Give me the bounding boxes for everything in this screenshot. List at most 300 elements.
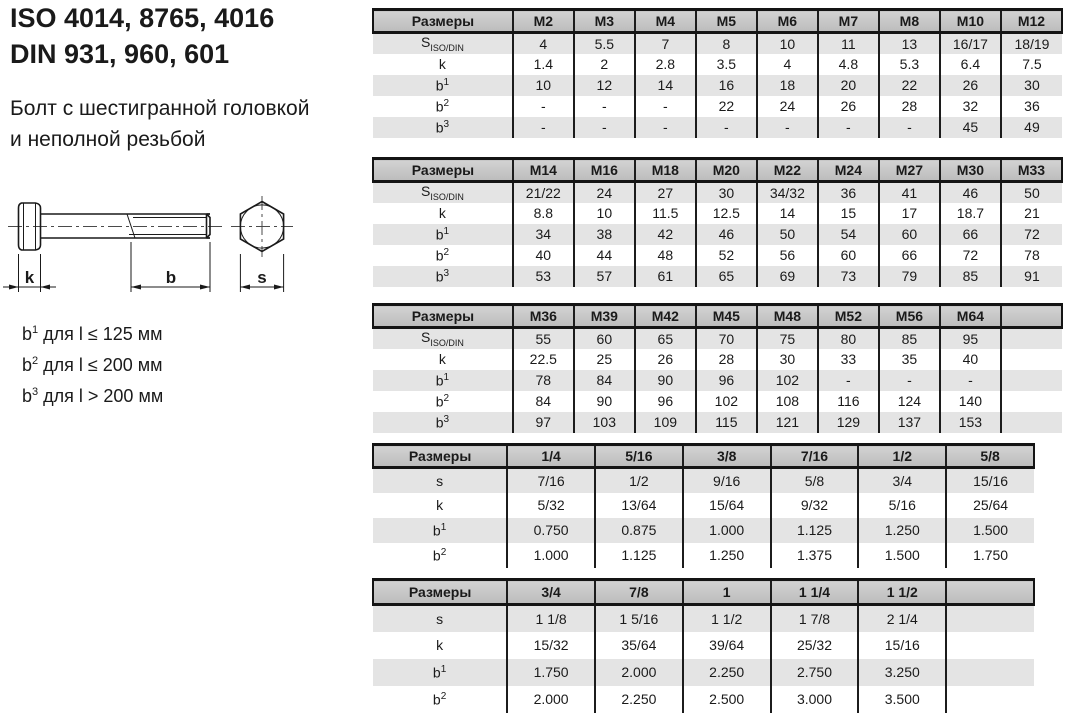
size-table-inch-small xyxy=(372,443,1035,568)
value-cell: 35 xyxy=(879,349,940,370)
value-cell: 4 xyxy=(513,33,574,54)
value-cell: 41 xyxy=(879,182,940,203)
value-cell: 18/19 xyxy=(1001,33,1062,54)
column-header xyxy=(946,580,1034,605)
value-cell: 22 xyxy=(879,75,940,96)
value-cell: 4 xyxy=(757,54,818,75)
value-cell: 5/8 xyxy=(771,468,859,493)
size-table-inch-large xyxy=(372,578,1035,713)
header-row xyxy=(373,10,1062,33)
table-row xyxy=(373,117,1062,138)
value-cell: 25/32 xyxy=(771,632,859,659)
size-table-m36-m64 xyxy=(372,303,1063,433)
column-header: M4 xyxy=(635,10,696,33)
document-title xyxy=(10,0,274,72)
value-cell xyxy=(946,632,1034,659)
column-header: M36 xyxy=(513,305,574,328)
value-cell: 13 xyxy=(879,33,940,54)
column-header: M39 xyxy=(574,305,635,328)
column-header: 1 xyxy=(683,580,771,605)
column-header: M56 xyxy=(879,305,940,328)
value-cell: 40 xyxy=(940,349,1001,370)
footnote-b3: $b^3$ для l > 200 мм xyxy=(22,386,164,406)
value-cell: 84 xyxy=(574,370,635,391)
column-header: M45 xyxy=(696,305,757,328)
value-cell: 46 xyxy=(940,182,1001,203)
value-cell: 5/32 xyxy=(507,493,595,518)
value-cell: 1 7/8 xyxy=(771,605,859,632)
table-row xyxy=(373,266,1062,287)
column-header: 5/16 xyxy=(595,445,683,468)
value-cell: 52 xyxy=(696,245,757,266)
value-cell: - xyxy=(513,117,574,138)
value-cell: 18.7 xyxy=(940,203,1001,224)
value-cell: 2.000 xyxy=(595,659,683,686)
column-header: 7/8 xyxy=(595,580,683,605)
value-cell: 65 xyxy=(635,328,696,349)
row-label: s xyxy=(436,610,444,627)
value-cell: - xyxy=(635,96,696,117)
value-cell: 33 xyxy=(818,349,879,370)
value-cell: 5.5 xyxy=(574,33,635,54)
value-cell: 26 xyxy=(635,349,696,370)
value-cell: 15 xyxy=(818,203,879,224)
value-cell: 30 xyxy=(1001,75,1062,96)
value-cell: 3.5 xyxy=(696,54,757,75)
value-cell: 11 xyxy=(818,33,879,54)
value-cell xyxy=(946,686,1034,713)
value-cell: 5.3 xyxy=(879,54,940,75)
title-iso: ISO 4014, 8765, 4016 xyxy=(10,3,275,33)
column-header: 3/4 xyxy=(507,580,595,605)
value-cell: 36 xyxy=(818,182,879,203)
header-row xyxy=(373,159,1062,182)
column-header: 5/8 xyxy=(946,445,1034,468)
size-table-m2-m12 xyxy=(372,8,1063,138)
table-row xyxy=(373,33,1062,54)
table-row xyxy=(373,328,1062,349)
column-header: M30 xyxy=(940,159,1001,182)
value-cell: 102 xyxy=(696,391,757,412)
value-cell: 1.750 xyxy=(946,543,1034,568)
value-cell: 2.250 xyxy=(683,659,771,686)
value-cell: 108 xyxy=(757,391,818,412)
column-header: M64 xyxy=(940,305,1001,328)
row-label: k xyxy=(436,637,444,653)
value-cell: 27 xyxy=(635,182,696,203)
table-row xyxy=(373,412,1062,433)
value-cell: 61 xyxy=(635,266,696,287)
value-cell: 16/17 xyxy=(940,33,1001,54)
column-header: Размеры xyxy=(373,580,507,605)
value-cell: 18 xyxy=(757,75,818,96)
value-cell: 103 xyxy=(574,412,635,433)
value-cell: 78 xyxy=(1001,245,1062,266)
value-cell: 1.125 xyxy=(771,518,859,543)
row-label: $b^2$ xyxy=(435,97,450,115)
value-cell: 20 xyxy=(818,75,879,96)
value-cell: 57 xyxy=(574,266,635,287)
value-cell: 17 xyxy=(879,203,940,224)
value-cell: - xyxy=(513,96,574,117)
value-cell: 2 xyxy=(574,54,635,75)
row-label: $b^3$ xyxy=(435,267,450,285)
value-cell: 42 xyxy=(635,224,696,245)
row-label: $S_{ISO/DIN}$ xyxy=(420,34,464,54)
row-label: k xyxy=(438,56,446,72)
value-cell: 38 xyxy=(574,224,635,245)
table-row xyxy=(373,370,1062,391)
value-cell: 65 xyxy=(696,266,757,287)
value-cell: 56 xyxy=(757,245,818,266)
value-cell xyxy=(946,659,1034,686)
value-cell: 12 xyxy=(574,75,635,96)
value-cell: 34/32 xyxy=(757,182,818,203)
value-cell: 69 xyxy=(757,266,818,287)
value-cell: 25 xyxy=(574,349,635,370)
value-cell: 1 1/8 xyxy=(507,605,595,632)
value-cell xyxy=(1001,349,1062,370)
table-row xyxy=(373,605,1034,632)
column-header: M14 xyxy=(513,159,574,182)
table-row xyxy=(373,686,1034,713)
value-cell: - xyxy=(574,96,635,117)
column-header: 7/16 xyxy=(771,445,859,468)
value-cell: 39/64 xyxy=(683,632,771,659)
table-row xyxy=(373,391,1062,412)
value-cell xyxy=(1001,370,1062,391)
row-label: $b^3$ xyxy=(435,118,450,136)
value-cell: 28 xyxy=(696,349,757,370)
table-row xyxy=(373,543,1034,568)
footnotes xyxy=(22,317,163,410)
value-cell: 1.000 xyxy=(507,543,595,568)
value-cell: 1.4 xyxy=(513,54,574,75)
value-cell: 66 xyxy=(879,245,940,266)
value-cell: 1.375 xyxy=(771,543,859,568)
value-cell: 60 xyxy=(818,245,879,266)
value-cell: 28 xyxy=(879,96,940,117)
column-header: M16 xyxy=(574,159,635,182)
value-cell: 60 xyxy=(879,224,940,245)
value-cell: 14 xyxy=(635,75,696,96)
value-cell: 3.500 xyxy=(858,686,946,713)
row-label: $S_{ISO/DIN}$ xyxy=(420,329,464,349)
value-cell: 2.250 xyxy=(595,686,683,713)
column-header: M33 xyxy=(1001,159,1062,182)
table-row xyxy=(373,224,1062,245)
value-cell: 1.250 xyxy=(683,543,771,568)
value-cell: 50 xyxy=(1001,182,1062,203)
value-cell: - xyxy=(940,370,1001,391)
value-cell: 129 xyxy=(818,412,879,433)
column-header: M2 xyxy=(513,10,574,33)
bolt-technical-drawing xyxy=(0,188,310,308)
dim-label-b: b xyxy=(165,268,177,287)
row-label: $b^2$ xyxy=(435,246,450,264)
value-cell: 70 xyxy=(696,328,757,349)
column-header: M12 xyxy=(1001,10,1062,33)
value-cell: 15/16 xyxy=(858,632,946,659)
header-row xyxy=(373,445,1034,468)
value-cell: 15/32 xyxy=(507,632,595,659)
value-cell: 11.5 xyxy=(635,203,696,224)
bolt-end-view xyxy=(231,196,293,257)
value-cell: 78 xyxy=(513,370,574,391)
value-cell: 21/22 xyxy=(513,182,574,203)
value-cell: 109 xyxy=(635,412,696,433)
value-cell: 10 xyxy=(513,75,574,96)
value-cell: 90 xyxy=(574,391,635,412)
value-cell: 1.000 xyxy=(683,518,771,543)
dimension-s xyxy=(240,254,283,292)
value-cell: 66 xyxy=(940,224,1001,245)
value-cell: 9/16 xyxy=(683,468,771,493)
value-cell: 14 xyxy=(757,203,818,224)
column-header: Размеры xyxy=(373,305,513,328)
column-header: M5 xyxy=(696,10,757,33)
row-label: s xyxy=(436,472,444,489)
value-cell: - xyxy=(818,117,879,138)
table-row xyxy=(373,96,1062,117)
row-label: $b^1$ xyxy=(435,371,450,389)
value-cell: 49 xyxy=(1001,117,1062,138)
value-cell: 6.4 xyxy=(940,54,1001,75)
footnote-b1: $b^1$ для l ≤ 125 мм xyxy=(22,324,163,344)
value-cell: 50 xyxy=(757,224,818,245)
value-cell: 55 xyxy=(513,328,574,349)
value-cell: 72 xyxy=(940,245,1001,266)
value-cell: 44 xyxy=(574,245,635,266)
value-cell: 10 xyxy=(574,203,635,224)
value-cell: 40 xyxy=(513,245,574,266)
column-header: M22 xyxy=(757,159,818,182)
value-cell: 30 xyxy=(757,349,818,370)
table-row xyxy=(373,203,1062,224)
value-cell: 10 xyxy=(757,33,818,54)
value-cell: 96 xyxy=(635,391,696,412)
value-cell: 16 xyxy=(696,75,757,96)
table-row xyxy=(373,659,1034,686)
value-cell: 9/32 xyxy=(771,493,859,518)
value-cell: 3/4 xyxy=(858,468,946,493)
row-label: $b^2$ xyxy=(435,392,450,410)
value-cell: 34 xyxy=(513,224,574,245)
value-cell: 2.000 xyxy=(507,686,595,713)
value-cell: 26 xyxy=(818,96,879,117)
header-row xyxy=(373,580,1034,605)
row-label: $b^3$ xyxy=(435,413,450,431)
dim-label-s: s xyxy=(257,268,267,287)
value-cell: 115 xyxy=(696,412,757,433)
column-header: M52 xyxy=(818,305,879,328)
column-header: 1 1/4 xyxy=(771,580,859,605)
title-din: DIN 931, 960, 601 xyxy=(10,39,230,69)
column-header: Размеры xyxy=(373,445,507,468)
column-header: 1/2 xyxy=(858,445,946,468)
value-cell: 36 xyxy=(1001,96,1062,117)
column-header: 1 1/2 xyxy=(858,580,946,605)
value-cell: 21 xyxy=(1001,203,1062,224)
value-cell: 1.750 xyxy=(507,659,595,686)
value-cell: 90 xyxy=(635,370,696,391)
value-cell: 91 xyxy=(1001,266,1062,287)
value-cell: - xyxy=(635,117,696,138)
column-header: M20 xyxy=(696,159,757,182)
column-header xyxy=(1001,305,1062,328)
size-table-m14-m33 xyxy=(372,157,1063,287)
value-cell: 140 xyxy=(940,391,1001,412)
table-row xyxy=(373,245,1062,266)
value-cell: 0.875 xyxy=(595,518,683,543)
value-cell: 54 xyxy=(818,224,879,245)
value-cell: 1.500 xyxy=(858,543,946,568)
value-cell: 1.125 xyxy=(595,543,683,568)
value-cell: 73 xyxy=(818,266,879,287)
row-label: k xyxy=(438,205,446,221)
column-header: M6 xyxy=(757,10,818,33)
row-label: k xyxy=(438,351,446,367)
value-cell: 22 xyxy=(696,96,757,117)
table-row xyxy=(373,632,1034,659)
value-cell xyxy=(1001,391,1062,412)
value-cell: 95 xyxy=(940,328,1001,349)
column-header: M48 xyxy=(757,305,818,328)
value-cell: 8.8 xyxy=(513,203,574,224)
value-cell: 30 xyxy=(696,182,757,203)
value-cell: 7 xyxy=(635,33,696,54)
value-cell: 46 xyxy=(696,224,757,245)
subtitle-line-1: Болт с шестигранной головкой xyxy=(10,97,310,120)
value-cell: 121 xyxy=(757,412,818,433)
value-cell: 2 1/4 xyxy=(858,605,946,632)
value-cell: 3.000 xyxy=(771,686,859,713)
value-cell: 7.5 xyxy=(1001,54,1062,75)
value-cell: 79 xyxy=(879,266,940,287)
table-row xyxy=(373,349,1062,370)
subtitle-line-2: и неполной резьбой xyxy=(10,128,206,151)
value-cell: - xyxy=(818,370,879,391)
bolt-side-view xyxy=(8,203,222,250)
table-row xyxy=(373,75,1062,96)
column-header: M7 xyxy=(818,10,879,33)
value-cell: 48 xyxy=(635,245,696,266)
document-subtitle xyxy=(10,93,309,155)
value-cell xyxy=(1001,328,1062,349)
value-cell: 72 xyxy=(1001,224,1062,245)
column-header: Размеры xyxy=(373,10,513,33)
row-label: k xyxy=(436,497,444,513)
table-row xyxy=(373,54,1062,75)
value-cell: 85 xyxy=(879,328,940,349)
value-cell xyxy=(1001,412,1062,433)
column-header: Размеры xyxy=(373,159,513,182)
value-cell: 2.8 xyxy=(635,54,696,75)
value-cell: - xyxy=(879,370,940,391)
header-row xyxy=(373,305,1062,328)
column-header: M8 xyxy=(879,10,940,33)
row-label: $b^2$ xyxy=(432,690,447,708)
row-label: $b^1$ xyxy=(435,76,450,94)
value-cell xyxy=(946,605,1034,632)
value-cell: 2.750 xyxy=(771,659,859,686)
row-label: $S_{ISO/DIN}$ xyxy=(420,183,464,203)
table-row xyxy=(373,182,1062,203)
value-cell: 24 xyxy=(574,182,635,203)
value-cell: 24 xyxy=(757,96,818,117)
value-cell: - xyxy=(574,117,635,138)
value-cell: - xyxy=(696,117,757,138)
table-row xyxy=(373,468,1034,493)
footnote-b2: $b^2$ для l ≤ 200 мм xyxy=(22,355,163,375)
value-cell: - xyxy=(757,117,818,138)
value-cell: 15/16 xyxy=(946,468,1034,493)
value-cell: 45 xyxy=(940,117,1001,138)
value-cell: 85 xyxy=(940,266,1001,287)
dimension-b xyxy=(131,242,210,292)
value-cell: 0.750 xyxy=(507,518,595,543)
value-cell: 102 xyxy=(757,370,818,391)
table-row xyxy=(373,493,1034,518)
value-cell: 53 xyxy=(513,266,574,287)
value-cell: 5/16 xyxy=(858,493,946,518)
value-cell: 35/64 xyxy=(595,632,683,659)
column-header: M42 xyxy=(635,305,696,328)
value-cell: 84 xyxy=(513,391,574,412)
value-cell: 1.500 xyxy=(946,518,1034,543)
dimension-k xyxy=(3,254,56,292)
column-header: M27 xyxy=(879,159,940,182)
value-cell: 3.250 xyxy=(858,659,946,686)
table-row xyxy=(373,518,1034,543)
value-cell: 75 xyxy=(757,328,818,349)
value-cell: 4.8 xyxy=(818,54,879,75)
column-header: M18 xyxy=(635,159,696,182)
value-cell: 1 1/2 xyxy=(683,605,771,632)
value-cell: 124 xyxy=(879,391,940,412)
value-cell: 80 xyxy=(818,328,879,349)
row-label: $b^1$ xyxy=(432,663,447,681)
value-cell: 8 xyxy=(696,33,757,54)
column-header: 3/8 xyxy=(683,445,771,468)
value-cell: 25/64 xyxy=(946,493,1034,518)
column-header: M24 xyxy=(818,159,879,182)
column-header: M10 xyxy=(940,10,1001,33)
column-header: M3 xyxy=(574,10,635,33)
value-cell: 153 xyxy=(940,412,1001,433)
row-label: $b^1$ xyxy=(435,225,450,243)
value-cell: 60 xyxy=(574,328,635,349)
value-cell: 97 xyxy=(513,412,574,433)
value-cell: 1.250 xyxy=(858,518,946,543)
value-cell: 1/2 xyxy=(595,468,683,493)
dim-label-k: k xyxy=(24,268,35,287)
value-cell: 32 xyxy=(940,96,1001,117)
column-header: 1/4 xyxy=(507,445,595,468)
value-cell: 96 xyxy=(696,370,757,391)
value-cell: 116 xyxy=(818,391,879,412)
value-cell: 26 xyxy=(940,75,1001,96)
row-label: $b^1$ xyxy=(432,521,447,539)
value-cell: 15/64 xyxy=(683,493,771,518)
value-cell: 22.5 xyxy=(513,349,574,370)
value-cell: 137 xyxy=(879,412,940,433)
value-cell: 12.5 xyxy=(696,203,757,224)
row-label: $b^2$ xyxy=(432,546,447,564)
value-cell: 13/64 xyxy=(595,493,683,518)
value-cell: 7/16 xyxy=(507,468,595,493)
value-cell: 2.500 xyxy=(683,686,771,713)
